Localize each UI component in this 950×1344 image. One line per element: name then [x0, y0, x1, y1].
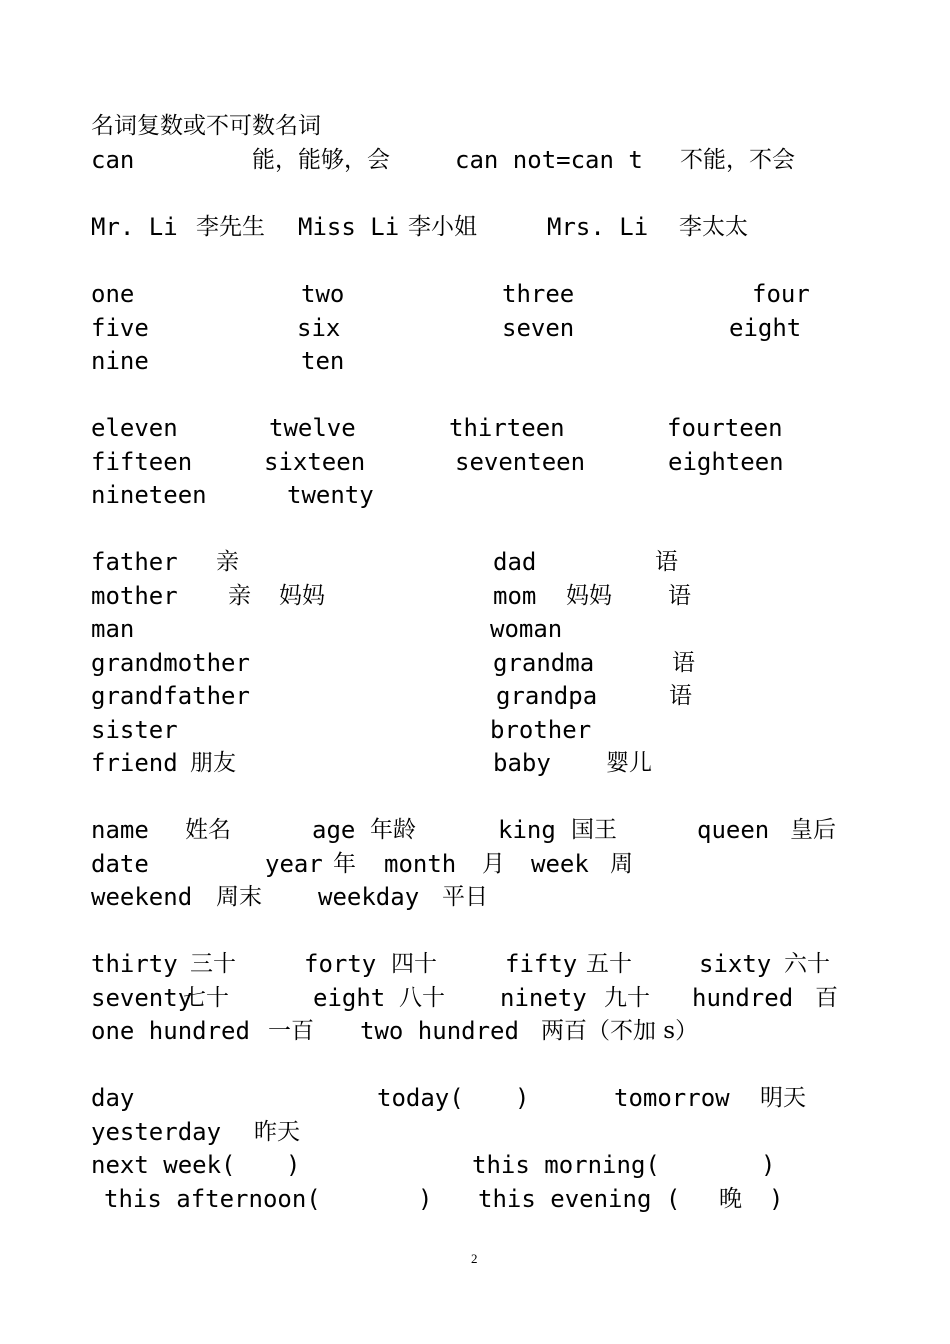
en-word: year [265, 850, 323, 878]
en-word: Mr. Li [91, 213, 178, 241]
cn-gloss: 语 [672, 650, 695, 676]
cn-gloss: 皇后 [790, 817, 836, 843]
en-word: three [502, 280, 575, 308]
en-word: dad [493, 548, 537, 576]
en-word: grandfather [91, 682, 250, 710]
cn-gloss: 亲 [216, 549, 239, 575]
en-word: ten [301, 347, 345, 375]
en-word: today( [377, 1084, 464, 1112]
en-word: king [498, 816, 556, 844]
en-word: month [384, 850, 457, 878]
cn-gloss: 月 [482, 851, 505, 877]
cn-gloss: 语 [668, 583, 691, 609]
cn-gloss: 李太太 [679, 214, 748, 240]
cn-gloss: 九十 [604, 985, 650, 1011]
en-word: eight [729, 314, 802, 342]
en-word: two hundred [360, 1017, 519, 1045]
en-word: baby [493, 749, 551, 777]
en-word: nineteen [91, 481, 207, 509]
en-word: yesterday [91, 1118, 222, 1146]
en-word: five [91, 314, 149, 342]
en-word: ) [769, 1185, 784, 1213]
en-word: twelve [269, 414, 356, 442]
cn-gloss: 七十 [183, 985, 229, 1011]
en-word: this morning( [472, 1151, 660, 1179]
cn-gloss: 两百（不加 s） [541, 1018, 699, 1044]
en-word: seventy [91, 984, 193, 1012]
en-word: fifty [505, 950, 578, 978]
cn-gloss: 三十 [190, 951, 236, 977]
cn-gloss: 昨天 [254, 1119, 300, 1145]
en-word: can [91, 146, 135, 174]
en-word: ) [286, 1151, 301, 1179]
en-word: grandmother [91, 649, 250, 677]
en-word: nine [91, 347, 149, 375]
en-word: sixteen [264, 448, 366, 476]
cn-gloss: 六十 [784, 951, 830, 977]
cn-gloss: 语 [669, 683, 692, 709]
en-word: eleven [91, 414, 178, 442]
cn-gloss: 四十 [391, 951, 437, 977]
en-word: next week( [91, 1151, 236, 1179]
en-word: one hundred [91, 1017, 250, 1045]
cn-gloss: 亲 [228, 583, 251, 609]
en-word: friend [91, 749, 178, 777]
en-word: ) [761, 1151, 776, 1179]
en-word: sixty [699, 950, 772, 978]
en-word: grandma [493, 649, 595, 677]
en-word: can not=can t [455, 146, 643, 174]
en-word: name [91, 816, 149, 844]
en-word: ninety [500, 984, 587, 1012]
en-word: queen [697, 816, 770, 844]
en-word: Mrs. Li [547, 213, 649, 241]
heading: 名词复数或不可数名词 [91, 113, 321, 139]
en-word: father [91, 548, 178, 576]
en-word: ) [515, 1084, 530, 1112]
en-word: thirteen [449, 414, 565, 442]
cn-gloss: 姓名 [185, 817, 231, 843]
en-word: fourteen [667, 414, 783, 442]
en-word: week [531, 850, 589, 878]
cn-gloss: 李小姐 [408, 214, 477, 240]
cn-gloss: 妈妈 [279, 583, 325, 609]
en-word: Miss Li [298, 213, 400, 241]
cn-gloss: 周末 [216, 884, 262, 910]
en-word: grandpa [496, 682, 598, 710]
cn-gloss: 明天 [760, 1085, 806, 1111]
en-word: two [301, 280, 345, 308]
en-word: weekday [318, 883, 420, 911]
en-word: day [91, 1084, 135, 1112]
en-word: ) [418, 1185, 433, 1213]
cn-gloss: 语 [655, 549, 678, 575]
en-word: hundred [692, 984, 794, 1012]
cn-gloss: 百 [815, 985, 838, 1011]
cn-gloss: 一百 [268, 1018, 314, 1044]
cn-gloss: 不能，不会 [680, 147, 795, 173]
en-word: thirty [91, 950, 178, 978]
en-word: eight [313, 984, 386, 1012]
en-word: four [752, 280, 810, 308]
cn-gloss: 周 [610, 851, 633, 877]
en-word: mom [493, 582, 537, 610]
cn-gloss: 八十 [399, 985, 445, 1011]
en-word: weekend [91, 883, 193, 911]
page-number: 2 [471, 1251, 478, 1266]
en-word: eighteen [668, 448, 784, 476]
en-word: woman [490, 615, 563, 643]
en-word: fifteen [91, 448, 193, 476]
en-word: age [312, 816, 356, 844]
en-word: date [91, 850, 149, 878]
cn-gloss: 年 [333, 851, 356, 877]
cn-gloss: 妈妈 [566, 583, 612, 609]
cn-gloss: 平日 [442, 884, 488, 910]
cn-gloss: 五十 [586, 951, 632, 977]
cn-gloss: 晚 [719, 1186, 742, 1212]
cn-gloss: 国王 [571, 817, 617, 843]
en-word: this afternoon( [104, 1185, 321, 1213]
en-word: mother [91, 582, 178, 610]
en-word: tomorrow [614, 1084, 730, 1112]
cn-gloss: 李先生 [196, 214, 265, 240]
cn-gloss: 年龄 [370, 817, 416, 843]
en-word: seventeen [455, 448, 586, 476]
cn-gloss: 能，能够，会 [252, 147, 390, 173]
en-word: one [91, 280, 135, 308]
en-word: sister [91, 716, 178, 744]
en-word: this evening ( [478, 1185, 681, 1213]
en-word: forty [304, 950, 377, 978]
en-word: twenty [287, 481, 374, 509]
en-word: seven [502, 314, 575, 342]
cn-gloss: 婴儿 [606, 750, 652, 776]
en-word: man [91, 615, 135, 643]
en-word: six [297, 314, 341, 342]
en-word: brother [490, 716, 592, 744]
cn-gloss: 朋友 [190, 750, 236, 776]
